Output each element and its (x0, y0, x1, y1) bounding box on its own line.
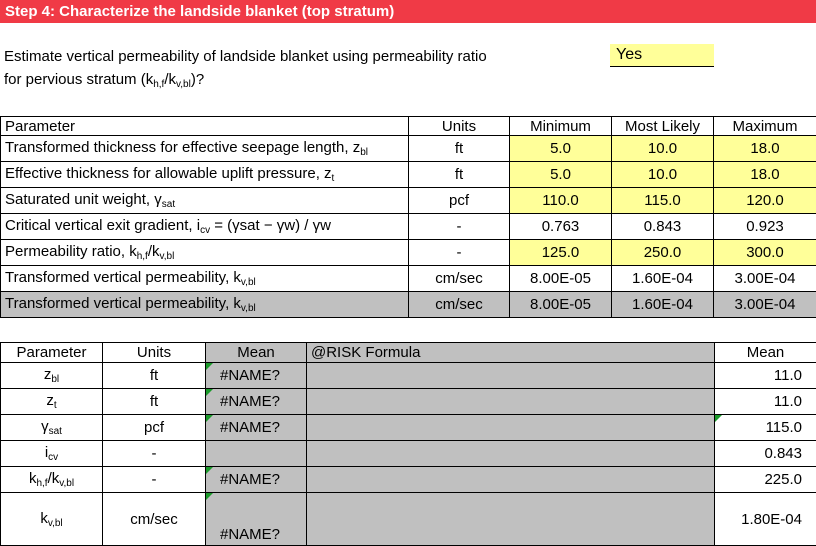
param-cell: $\gamma_{sat}$ (1, 415, 103, 441)
table-row (1, 467, 816, 493)
max-value: 3.00E-04 (714, 292, 816, 318)
units-cell: cm/sec (409, 292, 510, 318)
param-cell: $z_{bl}$ (1, 363, 103, 389)
mean-cell[interactable]: #NAME? (206, 493, 307, 546)
likely-input[interactable]: 10.0 (612, 162, 714, 188)
min-value: 8.00E-05 (510, 292, 612, 318)
table-row (1, 162, 816, 188)
max-value: 3.00E-04 (714, 266, 816, 292)
max-value: 0.923 (714, 214, 816, 240)
table-row (1, 441, 816, 467)
table-header-row (1, 117, 816, 136)
question-line-2: for pervious stratum $(k_{h,f}/k_{v,bl})$? (4, 71, 204, 90)
value-cell: 0.843 (715, 441, 816, 467)
units-cell: ft (409, 136, 510, 162)
min-input[interactable]: 110.0 (510, 188, 612, 214)
answer-value: Yes (616, 46, 642, 64)
units-cell: ft (103, 363, 206, 389)
param-cell: Transformed vertical permeability, $k_{v,bl}$ (1, 292, 409, 318)
header-risk-formula: @RISK Formula (307, 343, 715, 363)
mean-cell[interactable]: #NAME? (206, 415, 307, 441)
param-cell: Transformed thickness for effective seepage length, $z_{bl}$ (1, 136, 409, 162)
table-row (1, 266, 816, 292)
header-units: Units (103, 343, 206, 363)
param-cell: Critical vertical exit gradient, $i_{cv} = (\gamma sat - \gamma w) / \gamma w$ (1, 214, 409, 240)
param-cell: Saturated unit weight, $\gamma_{sat}$ (1, 188, 409, 214)
value-cell: 225.0 (715, 467, 816, 493)
units-cell: cm/sec (409, 266, 510, 292)
formula-cell[interactable] (307, 467, 715, 493)
value-cell: 1.80E-04 (715, 493, 816, 546)
param-cell: Transformed vertical permeability, $k_{v,bl}$ (1, 266, 409, 292)
mean-cell[interactable]: #NAME? (206, 389, 307, 415)
max-input[interactable]: 18.0 (714, 162, 816, 188)
table-row (1, 363, 816, 389)
table-row (1, 136, 816, 162)
param-cell: $z_t$ (1, 389, 103, 415)
header-mean-value: Mean (715, 343, 816, 363)
table-header-row (1, 343, 816, 363)
param-cell: $k_{h,f}/k_{v,bl}$ (1, 467, 103, 493)
risk-table (0, 342, 816, 546)
units-cell: ft (103, 389, 206, 415)
mean-cell[interactable]: #NAME? (206, 467, 307, 493)
min-value: 0.763 (510, 214, 612, 240)
formula-cell[interactable] (307, 441, 715, 467)
units-cell: ft (409, 162, 510, 188)
param-cell: Permeability ratio, $k_{h,f}/k_{v,bl}$ (1, 240, 409, 266)
units-cell: - (409, 214, 510, 240)
formula-cell[interactable] (307, 389, 715, 415)
units-cell: pcf (409, 188, 510, 214)
likely-input[interactable]: 115.0 (612, 188, 714, 214)
param-cell: $k_{v,bl}$ (1, 493, 103, 546)
answer-cell[interactable] (610, 44, 714, 67)
likely-input[interactable]: 250.0 (612, 240, 714, 266)
likely-value: 1.60E-04 (612, 292, 714, 318)
max-input[interactable]: 18.0 (714, 136, 816, 162)
header-maximum: Maximum (714, 117, 816, 136)
table-row (1, 292, 816, 318)
units-cell: pcf (103, 415, 206, 441)
min-value: 8.00E-05 (510, 266, 612, 292)
min-input[interactable]: 125.0 (510, 240, 612, 266)
header-parameter: Parameter (1, 117, 409, 136)
value-cell: 11.0 (715, 389, 816, 415)
table-row (1, 214, 816, 240)
header-most-likely: Most Likely (612, 117, 714, 136)
units-cell: - (103, 467, 206, 493)
param-cell: Effective thickness for allowable uplift pressure, $z_t$ (1, 162, 409, 188)
units-cell: cm/sec (103, 493, 206, 546)
likely-value: 1.60E-04 (612, 266, 714, 292)
likely-input[interactable]: 10.0 (612, 136, 714, 162)
likely-value: 0.843 (612, 214, 714, 240)
value-cell: 11.0 (715, 363, 816, 389)
formula-cell[interactable] (307, 493, 715, 546)
min-input[interactable]: 5.0 (510, 136, 612, 162)
formula-cell[interactable] (307, 363, 715, 389)
header-units: Units (409, 117, 510, 136)
step-header (0, 0, 816, 23)
formula-cell[interactable] (307, 415, 715, 441)
table-row (1, 188, 816, 214)
mean-cell[interactable] (206, 441, 307, 467)
step-title: Step 4: Characterize the landside blanket (top stratum) (5, 3, 394, 20)
max-input[interactable]: 300.0 (714, 240, 816, 266)
units-cell: - (103, 441, 206, 467)
mean-cell[interactable]: #NAME? (206, 363, 307, 389)
table-row (1, 240, 816, 266)
value-cell: 115.0 (715, 415, 816, 441)
parameters-table (0, 116, 816, 318)
units-cell: - (409, 240, 510, 266)
header-minimum: Minimum (510, 117, 612, 136)
table-row (1, 493, 816, 546)
header-parameter: Parameter (1, 343, 103, 363)
min-input[interactable]: 5.0 (510, 162, 612, 188)
table-row (1, 415, 816, 441)
max-input[interactable]: 120.0 (714, 188, 816, 214)
table-row (1, 389, 816, 415)
param-cell: $i_{cv}$ (1, 441, 103, 467)
question-line-1: Estimate vertical permeability of landside blanket using permeability ratio (4, 48, 487, 65)
header-mean: Mean (206, 343, 307, 363)
